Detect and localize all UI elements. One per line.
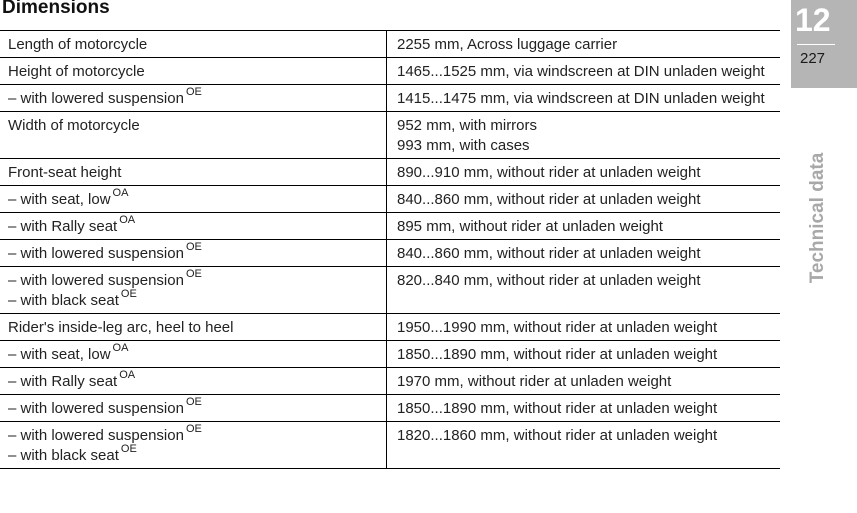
spec-label-text: Front-seat height bbox=[8, 164, 122, 181]
table-row bbox=[0, 58, 780, 85]
spec-value: 1950...1990 mm, without rider at unladen weight bbox=[397, 319, 718, 336]
spec-value-cell bbox=[387, 341, 781, 368]
chapter-tab-divider bbox=[797, 44, 835, 45]
spec-value-cell bbox=[387, 395, 781, 422]
spec-value: 1850...1890 mm, without rider at unladen weight bbox=[397, 346, 718, 363]
spec-value: 1850...1890 mm, without rider at unladen weight bbox=[397, 400, 718, 417]
spec-value-cell bbox=[387, 314, 781, 341]
spec-label bbox=[8, 268, 378, 291]
spec-label bbox=[8, 369, 378, 392]
spec-label-text: – with Rally seat bbox=[8, 373, 118, 390]
spec-label-cell bbox=[0, 240, 387, 267]
spec-value: 952 mm, with mirrors bbox=[397, 117, 538, 134]
dimensions-table bbox=[0, 30, 780, 469]
spec-label-text: Rider's inside-leg arc, heel to heel bbox=[8, 319, 234, 336]
equipment-code: OA bbox=[119, 214, 136, 226]
spec-value-cell bbox=[387, 368, 781, 395]
spec-label-text: – with lowered suspension bbox=[8, 427, 184, 444]
spec-value-cell bbox=[387, 112, 781, 159]
spec-label bbox=[8, 241, 378, 264]
table-row bbox=[0, 341, 780, 368]
spec-label-text: – with seat, low bbox=[8, 346, 111, 363]
spec-label-cell bbox=[0, 112, 387, 159]
chapter-number: 12 bbox=[795, 2, 831, 38]
spec-label bbox=[8, 214, 378, 237]
spec-label-text: – with lowered suspension bbox=[8, 245, 184, 262]
spec-label bbox=[8, 443, 378, 466]
spec-label-text: – with lowered suspension bbox=[8, 400, 184, 417]
spec-value: 1820...1860 mm, without rider at unladen weight bbox=[397, 427, 718, 444]
spec-label-text: Width of motorcycle bbox=[8, 117, 140, 134]
spec-label-cell bbox=[0, 341, 387, 368]
table-row bbox=[0, 31, 780, 58]
table-row bbox=[0, 267, 780, 314]
spec-value-cell bbox=[387, 240, 781, 267]
table-row bbox=[0, 368, 780, 395]
equipment-code: OE bbox=[185, 241, 202, 253]
spec-label bbox=[8, 35, 378, 55]
spec-value-cell bbox=[387, 267, 781, 314]
spec-label bbox=[8, 163, 378, 183]
spec-value: 890...910 mm, without rider at unladen weight bbox=[397, 164, 701, 181]
spec-value-cell bbox=[387, 213, 781, 240]
spec-value-cell bbox=[387, 58, 781, 85]
spec-value-cell bbox=[387, 31, 781, 58]
section-side-label: Technical data bbox=[807, 152, 828, 284]
spec-label-cell bbox=[0, 159, 387, 186]
spec-label bbox=[8, 288, 378, 311]
spec-value-cell bbox=[387, 159, 781, 186]
spec-label-text: Height of motorcycle bbox=[8, 63, 145, 80]
spec-value: 840...860 mm, without rider at unladen weight bbox=[397, 245, 701, 262]
spec-label-cell bbox=[0, 31, 387, 58]
spec-label-text: – with lowered suspension bbox=[8, 90, 184, 107]
spec-label bbox=[8, 86, 378, 109]
spec-label-cell bbox=[0, 368, 387, 395]
spec-label-cell bbox=[0, 58, 387, 85]
equipment-code: OA bbox=[112, 342, 129, 354]
spec-label-text: – with seat, low bbox=[8, 191, 111, 208]
spec-value: 993 mm, with cases bbox=[397, 137, 530, 154]
table-row bbox=[0, 314, 780, 341]
table-row bbox=[0, 213, 780, 240]
section-heading: Dimensions bbox=[2, 0, 110, 18]
table-row bbox=[0, 395, 780, 422]
table-row bbox=[0, 422, 780, 469]
spec-value: 895 mm, without rider at unladen weight bbox=[397, 218, 663, 235]
spec-value-cell bbox=[387, 422, 781, 469]
equipment-code: OE bbox=[185, 423, 202, 435]
equipment-code: OE bbox=[185, 86, 202, 98]
spec-label-text: – with Rally seat bbox=[8, 218, 118, 235]
spec-label bbox=[8, 62, 378, 82]
table-row bbox=[0, 186, 780, 213]
spec-label-text: Length of motorcycle bbox=[8, 36, 148, 53]
spec-label-text: – with lowered suspension bbox=[8, 272, 184, 289]
spec-label bbox=[8, 423, 378, 446]
spec-value: 1970 mm, without rider at unladen weight bbox=[397, 373, 672, 390]
spec-label bbox=[8, 318, 378, 338]
spec-value: 1415...1475 mm, via windscreen at DIN unladen weight bbox=[397, 90, 765, 107]
spec-label-cell bbox=[0, 395, 387, 422]
spec-label-cell bbox=[0, 422, 387, 469]
table-row bbox=[0, 159, 780, 186]
spec-value: 820...840 mm, without rider at unladen weight bbox=[397, 272, 701, 289]
spec-value-cell bbox=[387, 186, 781, 213]
equipment-code: OA bbox=[119, 369, 136, 381]
equipment-code: OE bbox=[185, 268, 202, 280]
table-row bbox=[0, 240, 780, 267]
spec-value-cell bbox=[387, 85, 781, 112]
page-number: 227 bbox=[800, 50, 826, 67]
spec-label-cell bbox=[0, 85, 387, 112]
spec-label-cell bbox=[0, 186, 387, 213]
equipment-code: OE bbox=[120, 288, 137, 300]
spec-label-text: – with black seat bbox=[8, 292, 119, 309]
spec-label bbox=[8, 187, 378, 210]
spec-value: 840...860 mm, without rider at unladen weight bbox=[397, 191, 701, 208]
spec-label bbox=[8, 116, 378, 136]
spec-label bbox=[8, 396, 378, 419]
table-row bbox=[0, 112, 780, 159]
spec-value: 2255 mm, Across luggage carrier bbox=[397, 36, 618, 53]
spec-label bbox=[8, 342, 378, 365]
equipment-code: OE bbox=[120, 443, 137, 455]
spec-label-text: – with black seat bbox=[8, 447, 119, 464]
spec-label-cell bbox=[0, 213, 387, 240]
spec-label-cell bbox=[0, 267, 387, 314]
spec-label-cell bbox=[0, 314, 387, 341]
spec-value: 1465...1525 mm, via windscreen at DIN unladen weight bbox=[397, 63, 765, 80]
equipment-code: OE bbox=[185, 396, 202, 408]
equipment-code: OA bbox=[112, 187, 129, 199]
table-row bbox=[0, 85, 780, 112]
